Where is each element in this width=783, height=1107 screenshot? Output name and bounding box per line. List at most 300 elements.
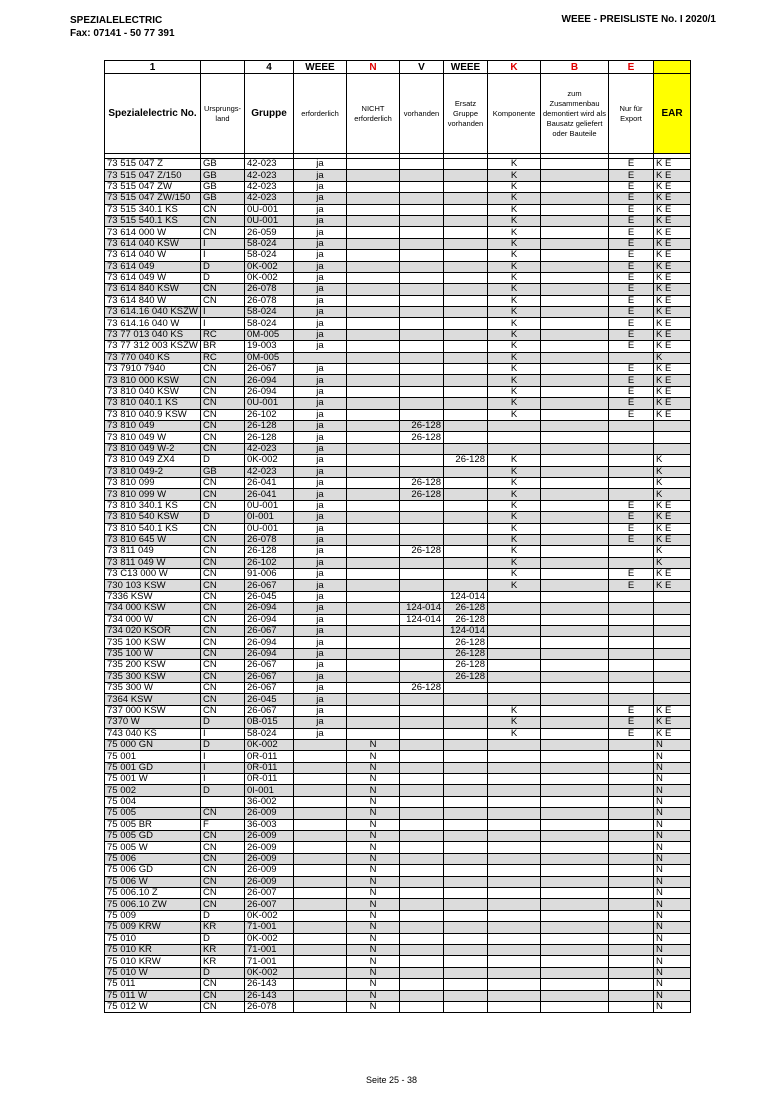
cell-replacement-group (444, 364, 488, 375)
cell-replacement-group (444, 204, 488, 215)
cell-replacement-group (444, 432, 488, 443)
cell-article-number: 735 100 KSW (105, 637, 201, 648)
cell-component (488, 819, 541, 830)
cell-weee-available (400, 193, 444, 204)
table-body (105, 159, 691, 1013)
cell-group: 42-023 (245, 443, 294, 454)
cell-weee-available (400, 295, 444, 306)
cell-component (488, 751, 541, 762)
cell-replacement-group (444, 899, 488, 910)
cell-assembly-kit (541, 295, 609, 306)
cell-component (488, 990, 541, 1001)
cell-origin-country: CN (201, 204, 245, 215)
cell-component (488, 853, 541, 864)
cell-origin-country: F (201, 819, 245, 830)
cell-weee-required: ja (294, 443, 347, 454)
cell-weee-required (294, 944, 347, 955)
cell-ear-code: K E (654, 295, 691, 306)
cell-origin-country: KR (201, 956, 245, 967)
cell-ear-code: N (654, 831, 691, 842)
cell-assembly-kit (541, 842, 609, 853)
cell-weee-required (294, 956, 347, 967)
cell-group: 0K-002 (245, 933, 294, 944)
cell-origin-country: CN (201, 580, 245, 591)
cell-weee-available (400, 796, 444, 807)
cell-component (488, 591, 541, 602)
cell-assembly-kit (541, 796, 609, 807)
cell-export-only (609, 694, 654, 705)
cell-export-only (609, 614, 654, 625)
cell-assembly-kit (541, 364, 609, 375)
cell-article-number: 73 810 049-2 (105, 466, 201, 477)
cell-replacement-group: 26-128 (444, 637, 488, 648)
cell-replacement-group (444, 272, 488, 283)
table-row (105, 170, 691, 181)
cell-weee-not-required (347, 329, 400, 340)
cell-origin-country: CN (201, 842, 245, 853)
cell-weee-not-required (347, 227, 400, 238)
cell-export-only (609, 557, 654, 568)
cell-weee-available (400, 922, 444, 933)
cell-weee-required: ja (294, 227, 347, 238)
table-row (105, 546, 691, 557)
cell-group: 26-102 (245, 409, 294, 420)
cell-export-only (609, 591, 654, 602)
cell-assembly-kit (541, 785, 609, 796)
cell-group: 26-007 (245, 899, 294, 910)
cell-ear-code (654, 603, 691, 614)
cell-weee-not-required (347, 352, 400, 363)
cell-replacement-group (444, 979, 488, 990)
cell-component: K (488, 728, 541, 739)
cell-export-only: E (609, 272, 654, 283)
cell-assembly-kit (541, 910, 609, 921)
cell-article-number: 7370 W (105, 717, 201, 728)
cell-replacement-group (444, 682, 488, 693)
cell-origin-country: CN (201, 637, 245, 648)
cell-weee-not-required: N (347, 774, 400, 785)
cell-origin-country: I (201, 318, 245, 329)
cell-weee-required (294, 831, 347, 842)
cell-component: K (488, 500, 541, 511)
table-row (105, 580, 691, 591)
cell-ear-code (654, 591, 691, 602)
cell-weee-available: 26-128 (400, 546, 444, 557)
cell-weee-required: ja (294, 204, 347, 215)
table-row (105, 204, 691, 215)
cell-assembly-kit (541, 466, 609, 477)
cell-origin-country: CN (201, 398, 245, 409)
cell-weee-required: ja (294, 557, 347, 568)
cell-component: K (488, 409, 541, 420)
table-row (105, 455, 691, 466)
cell-weee-available (400, 386, 444, 397)
cell-origin-country: CN (201, 705, 245, 716)
table-row (105, 215, 691, 226)
cell-article-number: 730 103 KSW (105, 580, 201, 591)
cell-weee-available (400, 443, 444, 454)
cell-weee-not-required: N (347, 876, 400, 887)
cell-weee-available (400, 808, 444, 819)
cell-weee-required: ja (294, 261, 347, 272)
cell-weee-available (400, 785, 444, 796)
cell-ear-code: N (654, 899, 691, 910)
cell-assembly-kit (541, 682, 609, 693)
table-row (105, 307, 691, 318)
cell-export-only: E (609, 193, 654, 204)
cell-weee-available (400, 557, 444, 568)
cell-weee-required: ja (294, 580, 347, 591)
cell-origin-country: CN (201, 979, 245, 990)
cell-weee-available (400, 660, 444, 671)
cell-origin-country: CN (201, 626, 245, 637)
cell-weee-available (400, 967, 444, 978)
cell-component: K (488, 318, 541, 329)
cell-replacement-group (444, 227, 488, 238)
cell-weee-available: 124-014 (400, 614, 444, 625)
table-row (105, 853, 691, 864)
cell-group: 0K-002 (245, 272, 294, 283)
table-row (105, 227, 691, 238)
cell-replacement-group (444, 557, 488, 568)
cell-weee-available: 26-128 (400, 432, 444, 443)
cell-assembly-kit (541, 888, 609, 899)
cell-assembly-kit (541, 238, 609, 249)
cell-assembly-kit (541, 944, 609, 955)
table-row (105, 865, 691, 876)
cell-weee-required (294, 853, 347, 864)
cell-ear-code: N (654, 990, 691, 1001)
cell-weee-available (400, 569, 444, 580)
cell-ear-code: K E (654, 181, 691, 192)
cell-replacement-group (444, 694, 488, 705)
cell-replacement-group (444, 888, 488, 899)
cell-export-only (609, 546, 654, 557)
cell-export-only (609, 739, 654, 750)
cell-group: 26-041 (245, 489, 294, 500)
cell-weee-not-required (347, 261, 400, 272)
cell-group: 26-045 (245, 591, 294, 602)
cell-weee-not-required (347, 238, 400, 249)
table-row (105, 364, 691, 375)
cell-assembly-kit (541, 534, 609, 545)
cell-assembly-kit (541, 569, 609, 580)
cell-origin-country: D (201, 272, 245, 283)
cell-ear-code: K E (654, 227, 691, 238)
cell-weee-not-required (347, 398, 400, 409)
cell-ear-code: N (654, 739, 691, 750)
cell-component: K (488, 238, 541, 249)
table-row (105, 728, 691, 739)
cell-origin-country: D (201, 261, 245, 272)
table-row (105, 477, 691, 488)
cell-weee-required: ja (294, 728, 347, 739)
cell-article-number: 73 515 047 ZW/150 (105, 193, 201, 204)
cell-assembly-kit (541, 648, 609, 659)
cell-assembly-kit (541, 774, 609, 785)
cell-ear-code: K (654, 455, 691, 466)
cell-weee-available (400, 876, 444, 887)
cell-weee-not-required: N (347, 853, 400, 864)
cell-group: 26-067 (245, 364, 294, 375)
cell-weee-not-required (347, 626, 400, 637)
cell-group: 26-094 (245, 614, 294, 625)
table-row (105, 626, 691, 637)
cell-replacement-group (444, 398, 488, 409)
cell-replacement-group (444, 967, 488, 978)
col-top-2 (201, 61, 245, 74)
cell-component (488, 922, 541, 933)
table-row (105, 523, 691, 534)
cell-assembly-kit (541, 671, 609, 682)
cell-replacement-group (444, 420, 488, 431)
cell-component: K (488, 341, 541, 352)
table-row (105, 933, 691, 944)
cell-assembly-kit (541, 443, 609, 454)
cell-article-number: 75 002 (105, 785, 201, 796)
cell-replacement-group (444, 808, 488, 819)
cell-replacement-group (444, 318, 488, 329)
cell-group: 42-023 (245, 181, 294, 192)
cell-group: 26-009 (245, 876, 294, 887)
cell-weee-not-required: N (347, 933, 400, 944)
cell-origin-country: CN (201, 546, 245, 557)
cell-group: 42-023 (245, 170, 294, 181)
cell-weee-required: ja (294, 250, 347, 261)
cell-group: 19-003 (245, 341, 294, 352)
cell-component: K (488, 466, 541, 477)
cell-export-only: E (609, 341, 654, 352)
cell-weee-available (400, 865, 444, 876)
cell-group: 0K-002 (245, 967, 294, 978)
cell-export-only (609, 603, 654, 614)
cell-weee-required: ja (294, 648, 347, 659)
cell-assembly-kit (541, 603, 609, 614)
cell-origin-country: I (201, 238, 245, 249)
cell-replacement-group (444, 910, 488, 921)
cell-export-only: E (609, 238, 654, 249)
cell-weee-not-required: N (347, 751, 400, 762)
cell-ear-code: K E (654, 386, 691, 397)
cell-export-only (609, 455, 654, 466)
cell-group: 26-009 (245, 865, 294, 876)
cell-article-number: 73 810 049 ZX4 (105, 455, 201, 466)
cell-weee-required: ja (294, 546, 347, 557)
cell-assembly-kit (541, 409, 609, 420)
cell-weee-required: ja (294, 694, 347, 705)
cell-export-only (609, 466, 654, 477)
cell-ear-code: K E (654, 569, 691, 580)
cell-group: 58-024 (245, 250, 294, 261)
cell-export-only (609, 660, 654, 671)
cell-export-only (609, 637, 654, 648)
cell-article-number: 75 005 (105, 808, 201, 819)
cell-assembly-kit (541, 762, 609, 773)
cell-assembly-kit (541, 853, 609, 864)
cell-origin-country: GB (201, 170, 245, 181)
cell-origin-country: BR (201, 341, 245, 352)
cell-group: 26-094 (245, 637, 294, 648)
cell-component (488, 831, 541, 842)
cell-origin-country: CN (201, 660, 245, 671)
cell-weee-available (400, 888, 444, 899)
cell-export-only: E (609, 329, 654, 340)
cell-weee-available (400, 466, 444, 477)
cell-component: K (488, 375, 541, 386)
cell-weee-required: ja (294, 603, 347, 614)
cell-assembly-kit (541, 341, 609, 352)
cell-weee-required (294, 922, 347, 933)
cell-assembly-kit (541, 193, 609, 204)
cell-replacement-group (444, 386, 488, 397)
cell-article-number: 73 810 540 KSW (105, 512, 201, 523)
cell-component (488, 660, 541, 671)
cell-origin-country: CN (201, 227, 245, 238)
cell-group: 0U-001 (245, 204, 294, 215)
cell-export-only (609, 956, 654, 967)
table-row (105, 443, 691, 454)
cell-origin-country (201, 796, 245, 807)
cell-replacement-group (444, 352, 488, 363)
table-row (105, 261, 691, 272)
cell-component: K (488, 215, 541, 226)
cell-replacement-group (444, 238, 488, 249)
cell-export-only (609, 352, 654, 363)
cell-ear-code: N (654, 910, 691, 921)
cell-weee-required: ja (294, 193, 347, 204)
cell-group: 26-007 (245, 888, 294, 899)
cell-component: K (488, 489, 541, 500)
table-row (105, 375, 691, 386)
cell-group: 71-001 (245, 922, 294, 933)
cell-ear-code (654, 443, 691, 454)
cell-weee-required: ja (294, 705, 347, 716)
table-row (105, 512, 691, 523)
cell-article-number: 73 77 013 040 KS (105, 329, 201, 340)
cell-origin-country: D (201, 455, 245, 466)
cell-weee-available (400, 762, 444, 773)
cell-ear-code: K E (654, 341, 691, 352)
cell-weee-available (400, 705, 444, 716)
cell-weee-required: ja (294, 500, 347, 511)
cell-weee-available (400, 318, 444, 329)
cell-component (488, 967, 541, 978)
cell-export-only (609, 785, 654, 796)
cell-assembly-kit (541, 865, 609, 876)
cell-ear-code: K E (654, 307, 691, 318)
cell-group: 26-102 (245, 557, 294, 568)
cell-component (488, 944, 541, 955)
cell-ear-code: K E (654, 500, 691, 511)
cell-origin-country: CN (201, 876, 245, 887)
cell-weee-not-required (347, 671, 400, 682)
table-row (105, 386, 691, 397)
cell-export-only (609, 933, 654, 944)
cell-ear-code: K E (654, 284, 691, 295)
cell-origin-country: CN (201, 409, 245, 420)
cell-replacement-group (444, 341, 488, 352)
cell-weee-not-required (347, 159, 400, 170)
cell-weee-required (294, 876, 347, 887)
cell-weee-required: ja (294, 364, 347, 375)
table-row (105, 774, 691, 785)
cell-assembly-kit (541, 831, 609, 842)
cell-replacement-group (444, 284, 488, 295)
cell-export-only: E (609, 250, 654, 261)
cell-component (488, 1001, 541, 1012)
cell-weee-not-required: N (347, 888, 400, 899)
cell-ear-code: N (654, 876, 691, 887)
cell-weee-required: ja (294, 717, 347, 728)
cell-weee-available (400, 227, 444, 238)
cell-origin-country: CN (201, 557, 245, 568)
cell-weee-available (400, 694, 444, 705)
cell-ear-code: K E (654, 705, 691, 716)
cell-component (488, 785, 541, 796)
cell-assembly-kit (541, 455, 609, 466)
cell-weee-not-required: N (347, 956, 400, 967)
col-top-3: 4 (245, 61, 294, 74)
cell-weee-not-required (347, 295, 400, 306)
cell-export-only: E (609, 386, 654, 397)
cell-weee-required: ja (294, 181, 347, 192)
cell-group: 0R-011 (245, 774, 294, 785)
cell-origin-country: CN (201, 477, 245, 488)
cell-weee-required (294, 1001, 347, 1012)
cell-origin-country: CN (201, 523, 245, 534)
cell-replacement-group (444, 466, 488, 477)
cell-article-number: 735 200 KSW (105, 660, 201, 671)
cell-ear-code: N (654, 785, 691, 796)
table-row (105, 808, 691, 819)
cell-group: 26-067 (245, 626, 294, 637)
cell-origin-country: CN (201, 831, 245, 842)
cell-assembly-kit (541, 979, 609, 990)
cell-weee-available (400, 956, 444, 967)
cell-article-number: 75 001 W (105, 774, 201, 785)
cell-group: 26-041 (245, 477, 294, 488)
cell-ear-code: K E (654, 398, 691, 409)
cell-component (488, 910, 541, 921)
cell-ear-code (654, 626, 691, 637)
cell-article-number: 73 515 340.1 KS (105, 204, 201, 215)
cell-origin-country: CN (201, 489, 245, 500)
cell-article-number: 73 770 040 KS (105, 352, 201, 363)
cell-weee-available (400, 671, 444, 682)
cell-origin-country: D (201, 967, 245, 978)
cell-weee-not-required (347, 694, 400, 705)
cell-group: 0M-005 (245, 352, 294, 363)
cell-weee-available (400, 739, 444, 750)
cell-component (488, 956, 541, 967)
cell-replacement-group (444, 215, 488, 226)
cell-weee-available (400, 751, 444, 762)
cell-export-only: E (609, 227, 654, 238)
cell-ear-code: K (654, 352, 691, 363)
cell-origin-country: D (201, 717, 245, 728)
cell-weee-available (400, 534, 444, 545)
cell-weee-available (400, 774, 444, 785)
cell-assembly-kit (541, 432, 609, 443)
cell-weee-available (400, 409, 444, 420)
cell-export-only (609, 796, 654, 807)
cell-weee-required: ja (294, 159, 347, 170)
cell-weee-available (400, 284, 444, 295)
cell-replacement-group (444, 831, 488, 842)
col-top-8: K (488, 61, 541, 74)
cell-weee-not-required (347, 420, 400, 431)
cell-assembly-kit (541, 591, 609, 602)
